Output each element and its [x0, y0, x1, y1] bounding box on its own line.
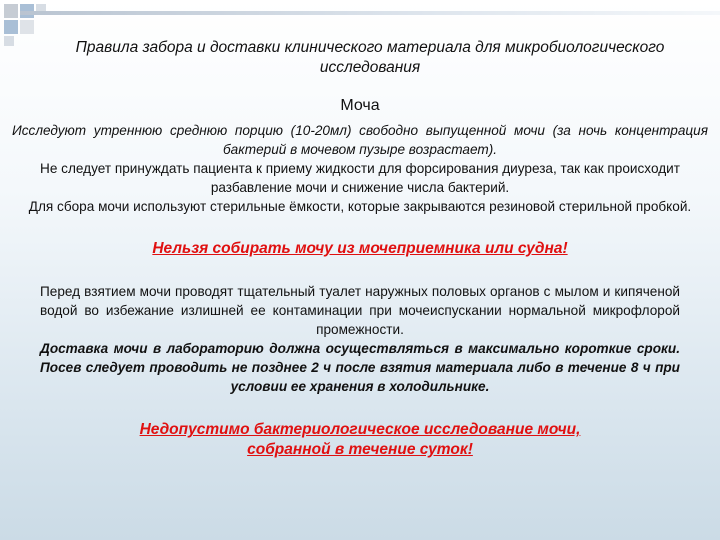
corner-decoration	[0, 0, 52, 52]
header-rule	[20, 11, 720, 15]
section-heading: Моча	[340, 97, 380, 114]
delivery-rules	[40, 282, 680, 396]
paragraph-delivery: Доставка мочи в лабораторию должна осуществляться в максимально короткие сроки. Посев следует проводить не позднее 2 ч после взятия материала либо в течение 8 ч при условии ее хранения в холодильнике.	[40, 341, 680, 394]
warning-daily-collection	[0, 420, 720, 460]
paragraph-sterile-containers: Для сбора мочи используют стерильные ёмкости, которые закрываются резиновой стерильной пробкой.	[28, 199, 692, 214]
paragraph-hygiene: Перед взятием мочи проводят тщательный туалет наружных половых органов с мылом и кипяченой водой во избежание излишней ее контаминации при мочеиспускании нормальной микрофлорой промежности.	[40, 284, 680, 337]
paragraph-morning-portion: Исследуют утреннюю среднюю порцию (10-20мл) свободно выпущенной мочи (за ночь концентрация бактерий в мочевом пузыре возрастает).	[12, 123, 708, 157]
warning-line-1: Недопустимо бактериологическое исследование мочи,	[139, 421, 581, 438]
page-title: Правила забора и доставки клинического материала для микробиологического исследования	[75, 39, 665, 76]
paragraph-fluid-intake: Не следует принуждать пациента к приему жидкости для форсирования диуреза, так как происходит разбавление мочи и снижение числа бактерий.	[40, 161, 680, 195]
warning-collection: Нельзя собирать мочу из мочеприемника или судна!	[152, 240, 568, 257]
collection-rules	[12, 121, 708, 216]
warning-line-2: собранной в течение суток!	[247, 441, 473, 458]
